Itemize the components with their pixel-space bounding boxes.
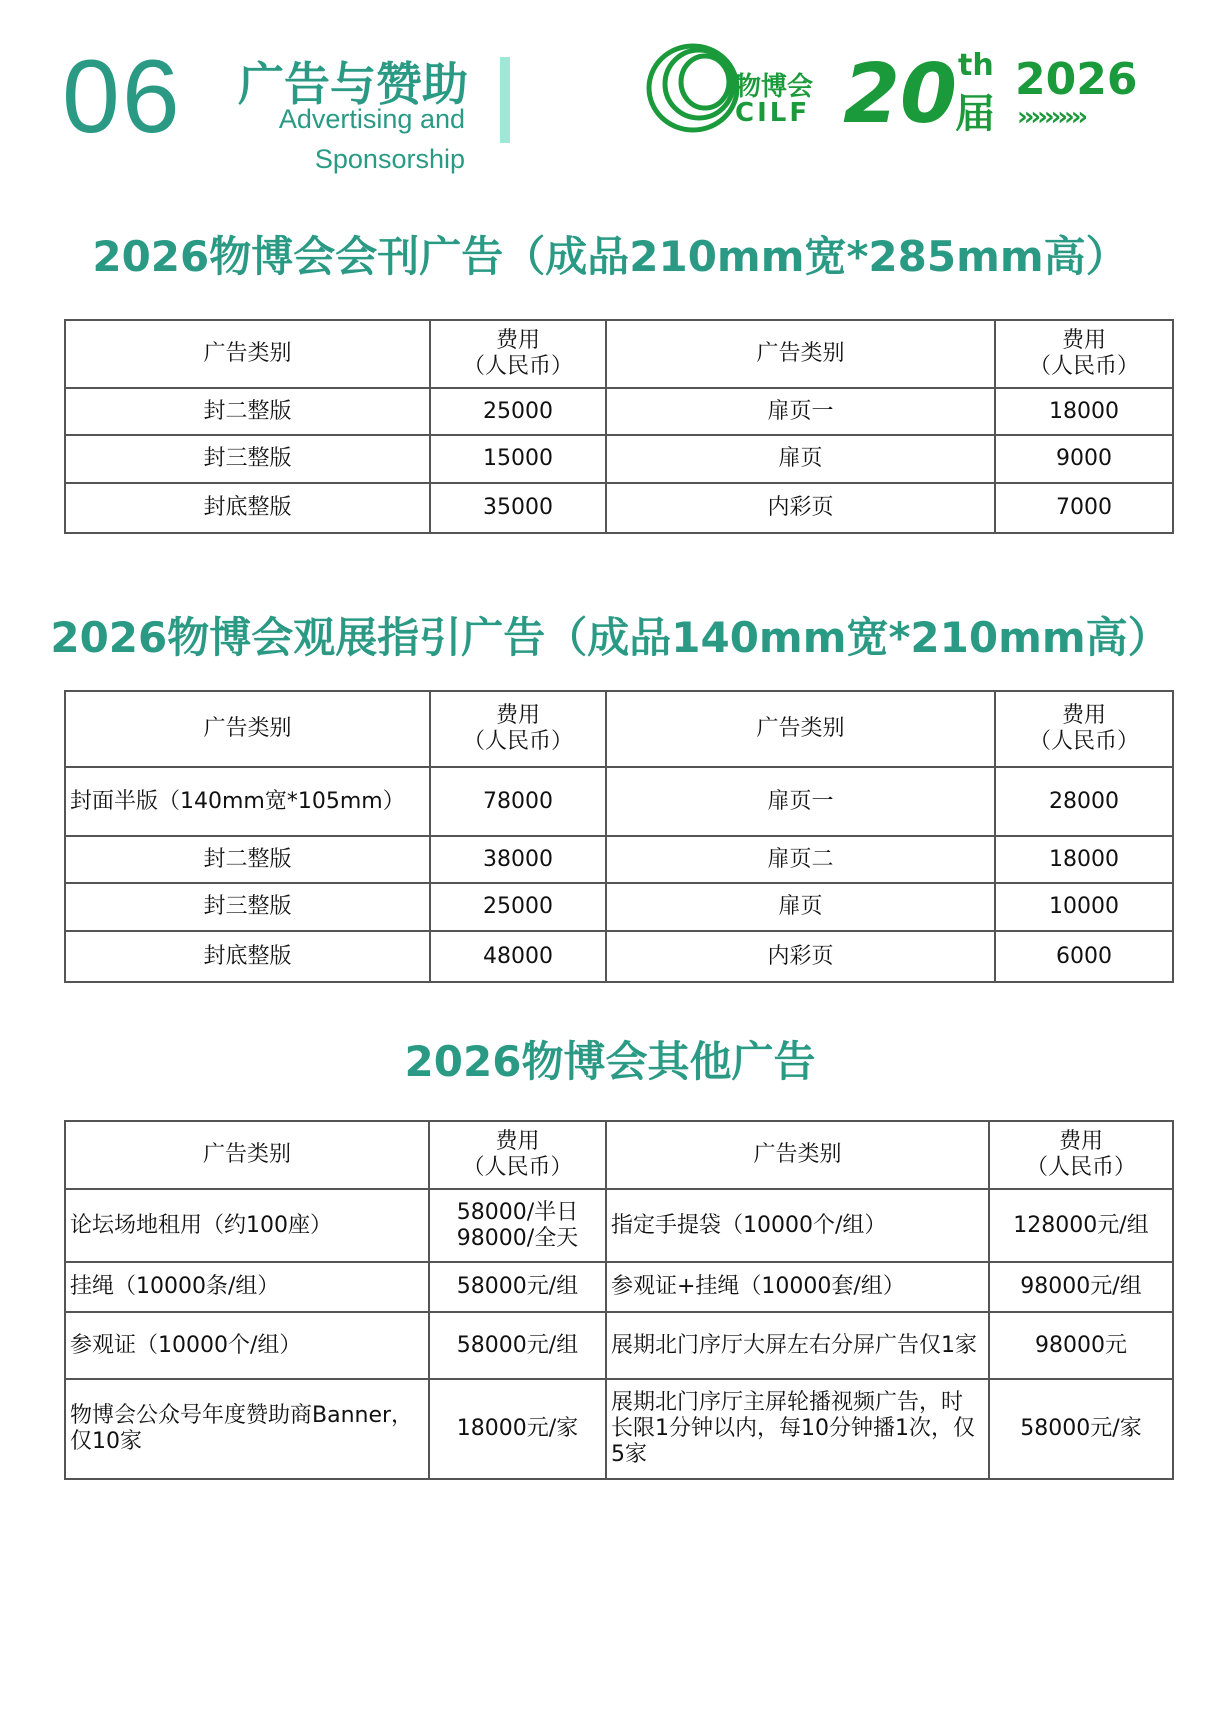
column-header: 广告类别 bbox=[65, 691, 430, 767]
table-row bbox=[65, 483, 1173, 533]
price-cell: 38000 bbox=[430, 836, 606, 883]
price-cell: 18000元/家 bbox=[429, 1379, 606, 1479]
ad-type-cell: 封面半版（140mm宽*105mm） bbox=[65, 767, 430, 836]
price-cell: 7000 bbox=[995, 483, 1173, 533]
ad-type-cell: 扉页 bbox=[606, 883, 995, 931]
table-header-row bbox=[65, 320, 1173, 388]
price-cell: 10000 bbox=[995, 883, 1173, 931]
ad-type-cell: 指定手提袋（10000个/组） bbox=[606, 1189, 989, 1262]
table-row bbox=[65, 1312, 1173, 1379]
price-cell: 9000 bbox=[995, 435, 1173, 483]
ad-type-cell: 扉页 bbox=[606, 435, 995, 483]
logo-arrows: ›››››››››› bbox=[1017, 102, 1085, 132]
section-heading-guide: 2026物博会观展指引广告（成品140mm宽*210mm高） bbox=[50, 613, 1170, 662]
section-title-cn: 广告与赞助 bbox=[238, 57, 468, 111]
price-cell: 28000 bbox=[995, 767, 1173, 836]
table-row bbox=[65, 1262, 1173, 1312]
ad-type-cell: 封二整版 bbox=[65, 388, 430, 435]
price-cell: 18000 bbox=[995, 388, 1173, 435]
ad-type-cell: 封底整版 bbox=[65, 931, 430, 982]
table-row bbox=[65, 388, 1173, 435]
table-row bbox=[65, 1189, 1173, 1262]
column-header: 广告类别 bbox=[606, 1121, 989, 1189]
column-header: 广告类别 bbox=[65, 1121, 429, 1189]
column-header: 费用 （人民币） bbox=[989, 1121, 1173, 1189]
price-cell: 35000 bbox=[430, 483, 606, 533]
table-row bbox=[65, 931, 1173, 982]
column-header: 广告类别 bbox=[606, 691, 995, 767]
ad-type-cell: 展期北门序厅主屏轮播视频广告，时长限1分钟以内，每10分钟播1次，仅5家 bbox=[606, 1379, 989, 1479]
guide-ad-table bbox=[64, 690, 1174, 983]
column-header: 广告类别 bbox=[65, 320, 430, 388]
ad-type-cell: 扉页二 bbox=[606, 836, 995, 883]
price-cell: 48000 bbox=[430, 931, 606, 982]
logo-year: 2026 bbox=[1015, 54, 1138, 105]
price-cell: 128000元/组 bbox=[989, 1189, 1173, 1262]
catalog-ad-table bbox=[64, 319, 1174, 534]
ad-type-cell: 扉页一 bbox=[606, 388, 995, 435]
table-row bbox=[65, 1379, 1173, 1479]
column-header: 费用 （人民币） bbox=[430, 320, 606, 388]
price-cell: 58000元/组 bbox=[429, 1262, 606, 1312]
ad-type-cell: 展期北门序厅大屏左右分屏广告仅1家 bbox=[606, 1312, 989, 1379]
section-title-en-2: Sponsorship bbox=[314, 144, 465, 174]
table-header-row bbox=[65, 691, 1173, 767]
price-cell: 78000 bbox=[430, 767, 606, 836]
price-cell: 18000 bbox=[995, 836, 1173, 883]
price-cell: 58000元/家 bbox=[989, 1379, 1173, 1479]
table-row bbox=[65, 883, 1173, 931]
ad-type-cell: 挂绳（10000条/组） bbox=[65, 1262, 429, 1312]
ad-type-cell: 参观证+挂绳（10000套/组） bbox=[606, 1262, 989, 1312]
ad-type-cell: 论坛场地租用（约100座） bbox=[65, 1189, 429, 1262]
ad-type-cell: 封底整版 bbox=[65, 483, 430, 533]
price-cell: 98000元 bbox=[989, 1312, 1173, 1379]
ad-type-cell: 扉页一 bbox=[606, 767, 995, 836]
price-cell: 58000/半日 98000/全天 bbox=[429, 1189, 606, 1262]
price-cell: 25000 bbox=[430, 388, 606, 435]
logo-edition: 20 bbox=[843, 47, 958, 142]
column-header: 费用 （人民币） bbox=[995, 320, 1173, 388]
price-cell: 25000 bbox=[430, 883, 606, 931]
logo-en: CILF bbox=[735, 98, 811, 128]
table-row bbox=[65, 767, 1173, 836]
logo-suffix: th bbox=[958, 48, 994, 83]
section-number: 06 bbox=[62, 39, 182, 155]
cilf-logo bbox=[643, 40, 1138, 140]
ad-type-cell: 封三整版 bbox=[65, 435, 430, 483]
table-row bbox=[65, 435, 1173, 483]
ad-type-cell: 内彩页 bbox=[606, 931, 995, 982]
column-header: 费用 （人民币） bbox=[430, 691, 606, 767]
column-header: 广告类别 bbox=[606, 320, 995, 388]
column-header: 费用 （人民币） bbox=[429, 1121, 606, 1189]
ad-type-cell: 封二整版 bbox=[65, 836, 430, 883]
logo-cn: 物博会 bbox=[735, 72, 814, 102]
table-row bbox=[65, 836, 1173, 883]
section-title-en-1: Advertising and bbox=[278, 104, 465, 134]
price-cell: 6000 bbox=[995, 931, 1173, 982]
price-cell: 58000元/组 bbox=[429, 1312, 606, 1379]
price-cell: 98000元/组 bbox=[989, 1262, 1173, 1312]
price-cell: 15000 bbox=[430, 435, 606, 483]
section-heading-other: 2026物博会其他广告 bbox=[404, 1037, 816, 1086]
logo-jie: 届 bbox=[955, 91, 995, 137]
divider-bar bbox=[500, 57, 510, 143]
ad-type-cell: 内彩页 bbox=[606, 483, 995, 533]
ad-type-cell: 物博会公众号年度赞助商Banner，仅10家 bbox=[65, 1379, 429, 1479]
column-header: 费用 （人民币） bbox=[995, 691, 1173, 767]
section-heading-catalog: 2026物博会会刊广告（成品210mm宽*285mm高） bbox=[92, 232, 1128, 281]
ad-type-cell: 封三整版 bbox=[65, 883, 430, 931]
other-ad-table bbox=[64, 1120, 1174, 1480]
table-header-row bbox=[65, 1121, 1173, 1189]
ad-type-cell: 参观证（10000个/组） bbox=[65, 1312, 429, 1379]
